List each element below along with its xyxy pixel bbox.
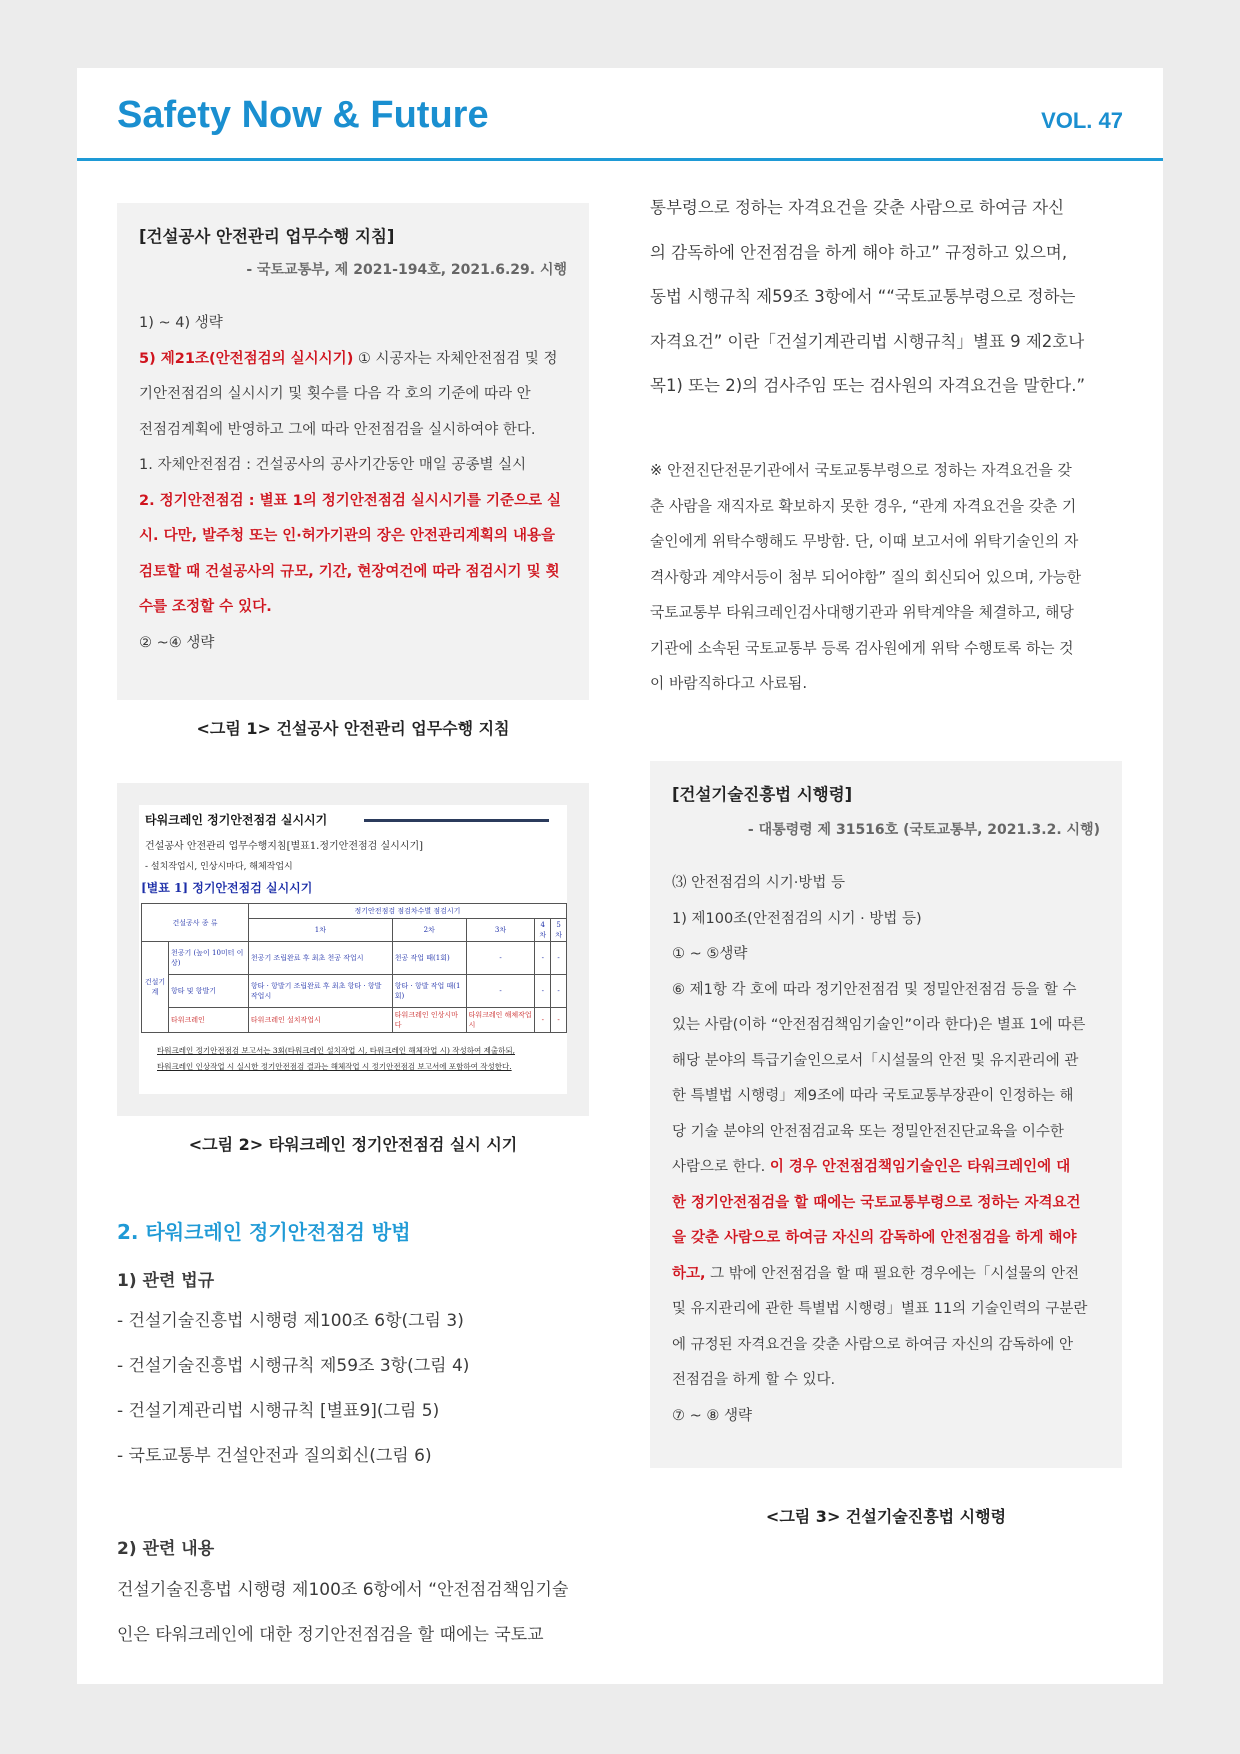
table-cell: 항타 및 항발기 (169, 975, 249, 1008)
body-line: 의 감독하에 안전점검을 하게 해야 하고” 규정하고 있으며, (650, 242, 1068, 262)
figure1-lines (139, 306, 579, 661)
law-item: - 건설기술진흥법 시행령 제100조 6항(그림 3) (117, 1311, 464, 1331)
figure3-line: 1) 제100조(안전점검의 시기 · 방법 등) (672, 910, 922, 927)
table-cell: 2차 (392, 919, 466, 942)
body-line: 자격요건” 이란「건설기계관리법 시행규칙」별표 9 제2호나 (650, 331, 1085, 351)
table-cell: 타워크레인 설치작업시 (248, 1008, 392, 1033)
figure2-subtitle: 건설공사 안전관리 업무수행지침[별표1.정기안전점검 실시시기] (145, 841, 424, 852)
figure1-box (117, 203, 589, 700)
figure3-line: 사람으로 한다. 이 경우 안전점검책임기술인은 타워크레인에 대 (672, 1159, 1071, 1175)
figure1-line: 2. 정기안전점검 : 별표 1의 정기안전점검 실시시기를 기준으로 실 (139, 492, 562, 509)
table-cell: - (551, 942, 567, 975)
table-row (142, 904, 567, 919)
figure1-source: - 국토교통부, 제 2021-194호, 2021.6.29. 시행 (246, 262, 567, 278)
figure3-lines (672, 866, 1112, 1434)
body-line: 인은 타워크레인에 대한 정기안전점검을 할 때에는 국토교 (117, 1625, 544, 1645)
table-cell: 5차 (551, 919, 567, 942)
brand-title: Safety Now & Future (117, 94, 489, 136)
body-line: 이 바람직하다고 사료됨. (650, 675, 808, 692)
body-line: 통부령으로 정하는 자격요건을 갖춘 사람으로 하여금 자신 (650, 198, 1065, 217)
figure3-line: 당 기술 분야의 안전점검교육 또는 정밀안전진단교육을 이수한 (672, 1123, 1064, 1140)
law-item: - 건설기계관리법 시행규칙 [별표9](그림 5) (117, 1401, 440, 1421)
table-cell: 천공기 (높이 10미터 이상) (169, 942, 249, 975)
table-cell: 4차 (535, 919, 551, 942)
figure1-line: 전점검계획에 반영하고 그에 따라 안전점검을 실시하여야 한다. (139, 421, 536, 438)
figure3-caption: <그림 3> 건설기술진흥법 시행령 (765, 1507, 1007, 1526)
table-row (142, 942, 567, 975)
figure3-box (650, 761, 1122, 1468)
law-item: - 국토교통부 건설안전과 질의회신(그림 6) (117, 1446, 432, 1466)
figure3-line: ① ~ ⑤생략 (672, 946, 748, 962)
law-item: - 건설기술진흥법 시행규칙 제59조 3항(그림 4) (117, 1356, 470, 1376)
table-cell: - (535, 942, 551, 975)
table-row (142, 975, 567, 1008)
table-cell: 항타 · 항발 작업 때(1회) (392, 975, 466, 1008)
figure1-line: 5) 제21조(안전점검의 실시시기) ① 시공자는 자체안전점검 및 정 (139, 350, 558, 367)
table-cell: - (551, 1008, 567, 1033)
body-line: 술인에게 위탁수행해도 무방함. 단, 이때 보고서에 위탁기술인의 자 (650, 533, 1079, 550)
figure3-line: 있는 사람(이하 “안전점검책임기술인”이라 한다)은 별표 1에 따른 (672, 1017, 1086, 1033)
figure3-line: 전점검을 하게 할 수 있다. (672, 1372, 836, 1388)
figure2-caption: <그림 2> 타워크레인 정기안전점검 실시 시기 (188, 1135, 518, 1154)
figure1-line: 수를 조정할 수 있다. (139, 599, 272, 615)
figure3-line: 해당 분야의 특급기술인으로서「시설물의 안전 및 유지관리에 관 (672, 1052, 1079, 1069)
page (77, 68, 1163, 1684)
figure2-note: 타워크레인 정기안전점검 보고서는 3회(타워크레인 설치작업 시, 타워크레인 해체작업 시) 작성하여 제출하되, (157, 1046, 516, 1055)
figure3-line: 한 특별법 시행령」제9조에 따라 국토교통부장관이 인정하는 해 (672, 1088, 1074, 1104)
figure1-title: [건설공사 안전관리 업무수행 지침] (139, 227, 395, 246)
figure3-line: 한 정기안전점검을 할 때에는 국토교통부령으로 정하는 자격요건 (672, 1194, 1081, 1211)
table-cell: 건설기계 (142, 942, 169, 1033)
figure2-table (141, 903, 567, 1033)
table-cell: - (551, 975, 567, 1008)
section-heading: 2. 타워크레인 정기안전점검 방법 (117, 1220, 411, 1244)
figure1-line: 1) ~ 4) 생략 (139, 315, 223, 331)
volume-label: VOL. 47 (1041, 108, 1123, 133)
figure3-line: ⑶ 안전점검의 시기·방법 등 (672, 875, 846, 891)
subheading-laws: 1) 관련 법규 (117, 1271, 215, 1291)
table-cell: 천공 작업 때(1회) (392, 942, 466, 975)
table-cell: 1차 (248, 919, 392, 942)
table-cell: - (535, 975, 551, 1008)
right-paragraph-1 (650, 186, 1130, 409)
table-cell: 정기안전점검 점검차수별 점검시기 (248, 904, 566, 919)
body-line: 건설기술진흥법 시행령 제100조 6항에서 “안전점검책임기술 (117, 1580, 569, 1600)
figure1-line: 기안전점검의 실시시기 및 횟수를 다음 각 호의 기준에 따라 안 (139, 386, 531, 402)
figure3-source: - 대통령령 제 31516호 (국토교통부, 2021.3.2. 시행) (747, 822, 1100, 838)
subheading-content: 2) 관련 내용 (117, 1539, 215, 1559)
body-line: 기관에 소속된 국토교통부 등록 검사원에게 위탁 수행토록 하는 것 (650, 639, 1074, 657)
table-cell: 타워크레인 (169, 1008, 249, 1033)
figure2-image (117, 783, 589, 1116)
laws-list (117, 1299, 589, 1479)
body-line: 목1) 또는 2)의 검사주임 또는 검사원의 자격요건을 말한다.” (650, 376, 1086, 395)
table-cell: - (466, 975, 535, 1008)
table-row (142, 1008, 567, 1033)
table-cell: 건설공사 종 류 (142, 904, 249, 942)
figure1-line: 검토할 때 건설공사의 규모, 기간, 현장여건에 따라 점검시기 및 횟 (139, 563, 560, 580)
figure1-line: 1. 자체안전점검 : 건설공사의 공사기간동안 매일 공종별 실시 (139, 457, 527, 473)
table-cell: 천공기 조립완료 후 최초 천공 작업시 (248, 942, 392, 975)
body-line: 춘 사람을 재직자로 확보하지 못한 경우, “관계 자격요건을 갖춘 기 (650, 497, 1077, 515)
figure2-title-bar (364, 819, 549, 822)
table-cell: - (466, 942, 535, 975)
figure3-line: 및 유지관리에 관한 특별법 시행령」별표 11의 기술인력의 구분란 (672, 1301, 1088, 1317)
figure1-caption: <그림 1> 건설공사 안전관리 업무수행 지침 (196, 719, 510, 738)
figure2-table-title: [별표 1] 정기안전점검 실시시기 (141, 881, 313, 895)
body-line: ※ 안전진단전문기관에서 국토교통부령으로 정하는 자격요건을 갖 (650, 462, 1072, 479)
table-cell: 타워크레인 인상시마다 (392, 1008, 466, 1033)
table-cell: 3차 (466, 919, 535, 942)
header (77, 68, 1163, 161)
figure2-inner (139, 805, 567, 1094)
body-line: 동법 시행규칙 제59조 3항에서 ““국토교통부령으로 정하는 (650, 287, 1076, 306)
right-paragraph-2 (650, 453, 1130, 702)
table-cell: 항타 · 항발기 조립완료 후 최초 항타 · 항발 작업시 (248, 975, 392, 1008)
figure3-line: 에 규정된 자격요건을 갖춘 사람으로 하여금 자신의 감독하에 안 (672, 1336, 1074, 1353)
body-line: 격사항과 계약서등이 첨부 되어야함” 질의 회신되어 있으며, 가능한 (650, 568, 1082, 586)
figure3-line: ⑦ ~ ⑧ 생략 (672, 1407, 752, 1424)
figure3-title: [건설기술진흥법 시행령] (672, 785, 853, 804)
figure2-bullet: - 설치작업시, 인상시마다, 해체작업시 (145, 862, 293, 872)
figure1-line: 시. 다만, 발주청 또는 인·허가기관의 장은 안전관리계획의 내용을 (139, 528, 556, 544)
figure3-line: ⑥ 제1항 각 호에 따라 정기안전점검 및 정밀안전점검 등을 할 수 (672, 981, 1077, 998)
figure2-note: 타워크레인 인상작업 시 실시한 정기안전점검 결과는 해체작업 시 정기안전점검 보고서에 포함하여 작성한다. (157, 1062, 512, 1071)
content-body (117, 1568, 597, 1658)
figure3-line: 을 갖춘 사람으로 하여금 자신의 감독하에 안전점검을 하게 해야 (672, 1230, 1077, 1246)
body-line: 국토교통부 타워크레인검사대행기관과 위탁계약을 체결하고, 해당 (650, 604, 1074, 621)
figure2-title: 타워크레인 정기안전점검 실시시기 (145, 813, 328, 827)
figure1-line: ② ~④ 생략 (139, 634, 215, 651)
table-cell: 타워크레인 해체작업시 (466, 1008, 535, 1033)
figure3-line: 하고, 그 밖에 안전점검을 할 때 필요한 경우에는「시설물의 안전 (672, 1265, 1080, 1282)
table-cell: - (535, 1008, 551, 1033)
